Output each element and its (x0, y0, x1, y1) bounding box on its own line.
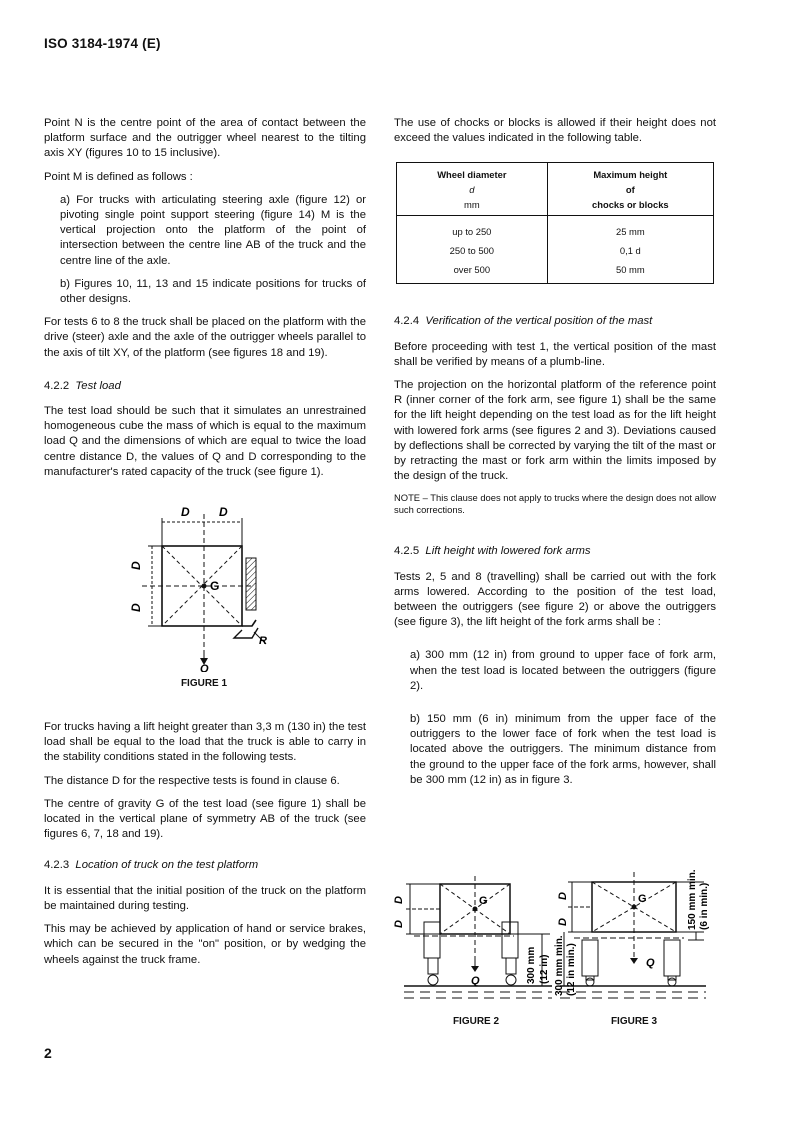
heading-number: 4.2.2 (44, 379, 70, 392)
figures-2-3 (384, 856, 716, 1036)
fig1-label-r: R (259, 635, 267, 648)
table-row: 250 to 500 0,1 d (397, 241, 714, 260)
paragraph-point-n: Point N is the centre point of the area of contact between the platform surface and the outrigger wheel nearest to the tilting axis XY (figures 10 to 15 inclusive). (44, 117, 366, 160)
heading-4-2-4 (394, 314, 716, 329)
paragraph-initial-position: It is essential that the initial position of the truck on the platform be maintained during testing. (44, 884, 366, 912)
table-header-row (397, 163, 714, 216)
fig3-dim-300mm: 300 mm min. (554, 935, 565, 996)
paragraph-plumb-line: Before proceeding with test 1, the vertical position of the mast shall be verified by means of a plumb-line. (394, 340, 716, 368)
figure-3-shapes (560, 872, 706, 998)
note: NOTE – This clause does not apply to trucks where the design does not allow such corrections. (394, 492, 716, 516)
heading-4-2-5 (394, 544, 716, 559)
chocks-table (396, 162, 714, 284)
fig3-dim-6in: (6 in min.) (699, 882, 710, 930)
figure-2-caption: FIGURE 2 (452, 1016, 500, 1027)
paragraph-item-a-300mm: a) 300 mm (12 in) from ground to upper face of fork arm, when the test load is located between the outriggers (figure 2). (410, 649, 716, 692)
fig3-label-q: Q (646, 957, 655, 969)
paragraph-item-a: a) For trucks with articulating steering axle (figure 12) or pivoting single point support steering (figure 14) M is the vertical projection onto the platform of the point of intersection between the centre line AB of the truck and the centre line of the axle. (60, 193, 366, 267)
paragraph-distance-d: The distance D for the respective tests is found in clause 6. (44, 774, 340, 787)
paragraph-projection: The projection on the horizontal platform of the reference point R (inner corner of the fork arm, see figure 1) shall be the same for the lift height depending on the test load as for the lift height with lowered fork arms (see figures 2 and 3). Deviations caused by deflections shall be corrected by varying the tilt of the mast or by retracting the mast or fork arm within the limits imposed by the design of the truck. (394, 379, 716, 483)
figure-1-caption: FIGURE 1 (180, 678, 228, 690)
figure-1 (44, 500, 366, 690)
fig2-dim-300mm: 300 mm (526, 946, 537, 984)
paragraph-test-load: The test load should be such that it simulates an unrestrained homogeneous cube the mass of which is equal to the maximum load Q and the dimensions of which are equal to twice the load centre distance D, the values of Q and D corresponding to the manufacturer's rated capacity of the truck (see figure 1). (44, 405, 366, 478)
heading-number: 4.2.3 (44, 859, 70, 872)
left-column (44, 116, 366, 976)
paragraph-lift-height: For trucks having a lift height greater than 3,3 m (130 in) the test load shall be equal to the load that the truck is able to carry in the stability conditions stated in the following tests. (44, 721, 366, 764)
fig3-dim-150mm: 150 mm min. (687, 869, 698, 930)
heading-4-2-2 (44, 379, 366, 394)
center-of-gravity-point (202, 584, 207, 589)
figures-2-3-drawing (384, 856, 716, 1006)
document-header: ISO 3184-1974 (E) (44, 36, 161, 51)
fig1-label-g: G (210, 579, 220, 594)
paragraph-tests-6-8: For tests 6 to 8 the truck shall be placed on the platform with the drive (steer) axle and the axle of the outrigger wheels parallel to the axis of tilt XY, of the platform (see figures 18 and 19). (44, 316, 366, 359)
figure-3-caption: FIGURE 3 (610, 1016, 658, 1027)
page-number: 2 (44, 1045, 52, 1061)
fig1-label-d3: D (129, 561, 143, 571)
heading-number: 4.2.5 (394, 545, 420, 558)
paragraph-point-m: Point M is defined as follows : (44, 170, 193, 183)
fig3-label-d2: D (557, 918, 569, 926)
fig3-label-g: G (638, 893, 647, 905)
paragraph-centre-of-gravity: The centre of gravity G of the test load (see figure 1) shall be located in the vertical plane of symmetry AB of the truck (see figures 6, 7, 18 and 19). (44, 797, 366, 841)
fig1-label-q: Q (200, 663, 209, 673)
table-row: over 500 50 mm (397, 260, 714, 284)
table-header-wheel-diameter: Wheel diameter d mm (397, 163, 548, 216)
heading-title: Test load (75, 379, 121, 392)
fig2-label-d1: D (393, 896, 405, 904)
heading-number: 4.2.4 (394, 315, 420, 328)
paragraph-chocks: The use of chocks or blocks is allowed if their height does not exceed the values indicated in the following table. (394, 117, 716, 145)
fig3-dim-12in: (12 in min.) (566, 943, 577, 996)
paragraph-lowered-forks: Tests 2, 5 and 8 (travelling) shall be carried out with the fork arms lowered. According to the position of the test load, between the outriggers (see figure 2) or above the outriggers (see figure 3), the lift height of the fork arms shall be : (394, 570, 716, 629)
heading-title: Verification of the vertical position of the mast (425, 315, 653, 328)
fig2-label-d2: D (393, 920, 405, 928)
fig2-dim-12in: (12 in) (539, 954, 550, 984)
right-column (394, 116, 716, 796)
table-row: up to 250 25 mm (397, 216, 714, 242)
paragraph-item-b-150mm: b) 150 mm (6 in) minimum from the upper face of the outriggers to the lower face of fork when the test load is located above the outriggers. The minimum distance from the ground to the upper face of the fork arms, however, shall be 300 mm (12 in) as in figure 3. (410, 713, 716, 786)
heading-title: Location of truck on the test platform (75, 859, 259, 872)
paragraph-brakes: This may be achieved by application of hand or service brakes, which can be secured in the "on" position, or by wedging the wheels against the truck frame. (44, 923, 366, 966)
fig2-label-g: G (479, 895, 488, 907)
heading-4-2-3 (44, 858, 366, 873)
heading-title: Lift height with lowered fork arms (425, 545, 591, 558)
fig1-label-d4: D (129, 603, 143, 613)
paragraph-item-b: b) Figures 10, 11, 13 and 15 indicate positions for trucks of other designs. (60, 277, 366, 306)
fig1-label-d2: D (219, 505, 228, 520)
fig3-label-d1: D (557, 892, 569, 900)
figure-1-drawing (44, 500, 366, 672)
fig2-label-q: Q (471, 975, 480, 987)
fig1-label-d1: D (181, 505, 190, 520)
table-header-max-height: Maximum height of chocks or blocks (547, 163, 713, 216)
